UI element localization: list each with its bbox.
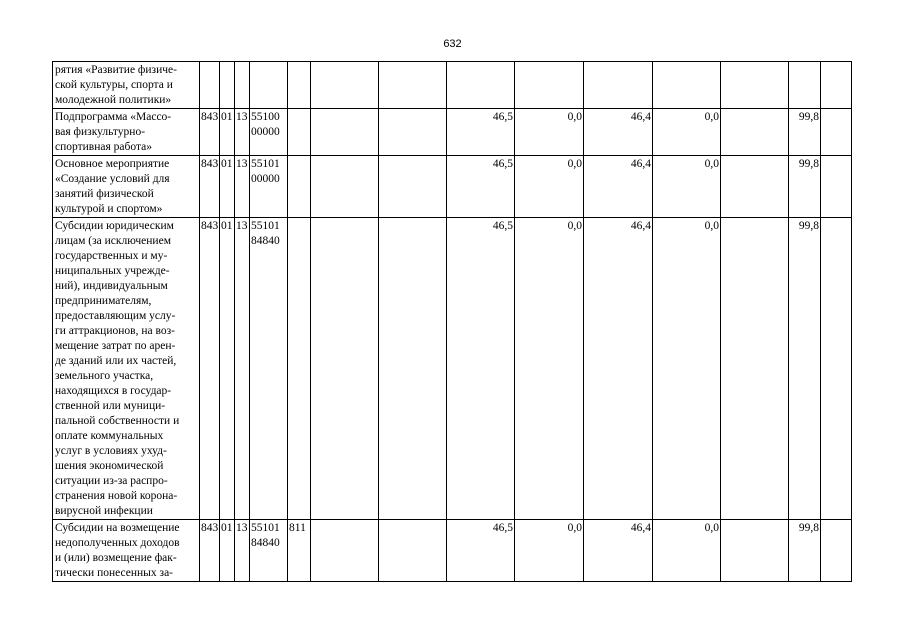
value-cell xyxy=(584,62,653,109)
budget-table xyxy=(52,61,885,582)
row-name-line: вая физкультурно- xyxy=(55,126,146,138)
value-cell: 46,4 xyxy=(584,156,653,218)
table-row xyxy=(53,520,885,582)
empty-cell xyxy=(821,62,852,109)
section-code-cell: 01 xyxy=(220,520,235,582)
row-name-line: занятий физической xyxy=(55,188,154,200)
target-article-line: 55101 xyxy=(251,522,280,534)
value-cell xyxy=(721,520,789,582)
value-cell: 46,5 xyxy=(447,109,515,156)
table-row xyxy=(53,218,885,520)
row-name-cell xyxy=(53,218,200,520)
row-name-line: «Создание условий для xyxy=(55,173,170,185)
table-body xyxy=(53,62,885,582)
value-cell xyxy=(515,62,584,109)
row-name-line: услуг в условиях ухуд- xyxy=(55,445,167,457)
empty-cell xyxy=(311,520,379,582)
table-row xyxy=(53,109,885,156)
value-cell: 46,4 xyxy=(584,218,653,520)
row-name-line: вирусной инфекции xyxy=(55,505,153,517)
empty-cell xyxy=(821,218,852,520)
row-name-cell xyxy=(53,62,200,109)
value-cell: 99,8 xyxy=(789,218,821,520)
value-cell xyxy=(721,109,789,156)
row-name-line: Субсидии на возмещение xyxy=(55,522,180,534)
value-cell: 46,5 xyxy=(447,218,515,520)
empty-cell xyxy=(311,109,379,156)
row-name-line: тически понесенных за- xyxy=(55,567,174,579)
value-cell: 46,5 xyxy=(447,520,515,582)
admin-code-cell: 843 xyxy=(200,520,220,582)
target-article-cell xyxy=(250,62,288,109)
expense-type-cell xyxy=(288,62,311,109)
target-article-line: 55101 xyxy=(251,220,280,232)
value-cell: 99,8 xyxy=(789,109,821,156)
admin-code-cell: 843 xyxy=(200,218,220,520)
row-name-line: оплате коммунальных xyxy=(55,430,164,442)
row-name-line: ситуации из-за распро- xyxy=(55,475,168,487)
empty-cell xyxy=(379,218,447,520)
section-code-cell: 01 xyxy=(220,109,235,156)
row-name-line: и (или) возмещение фак- xyxy=(55,552,177,564)
row-name-line: ственной или муници- xyxy=(55,400,166,412)
row-name-cell xyxy=(53,156,200,218)
row-name-line: мещение затрат по арен- xyxy=(55,340,176,352)
empty-cell xyxy=(821,156,852,218)
subsection-code-cell: 13 xyxy=(235,520,250,582)
row-name-line: культурой и спортом» xyxy=(55,203,163,215)
value-cell: 0,0 xyxy=(515,218,584,520)
target-article-line: 00000 xyxy=(251,126,280,138)
row-name-line: ги аттракционов, на воз- xyxy=(55,325,175,337)
row-name-line: находящихся в государ- xyxy=(55,385,172,397)
target-article-cell xyxy=(250,218,288,520)
expense-type-cell xyxy=(288,109,311,156)
empty-cell xyxy=(821,109,852,156)
row-name-line: предпринимателям, xyxy=(55,295,152,307)
value-cell: 0,0 xyxy=(653,156,721,218)
target-article-cell xyxy=(250,520,288,582)
value-cell: 99,8 xyxy=(789,156,821,218)
row-name-line: де зданий или их частей, xyxy=(55,355,177,367)
value-cell: 0,0 xyxy=(653,520,721,582)
section-code-cell: 01 xyxy=(220,156,235,218)
target-article-line: 55100 xyxy=(251,111,280,123)
row-name-line: ниципальных учрежде- xyxy=(55,265,170,277)
value-cell xyxy=(721,218,789,520)
empty-cell xyxy=(379,62,447,109)
value-cell: 0,0 xyxy=(515,520,584,582)
value-cell xyxy=(789,62,821,109)
subsection-code-cell: 13 xyxy=(235,156,250,218)
value-cell: 0,0 xyxy=(653,109,721,156)
value-cell: 0,0 xyxy=(515,156,584,218)
expense-type-cell xyxy=(288,156,311,218)
expense-type-cell xyxy=(288,218,311,520)
section-code-cell xyxy=(220,62,235,109)
row-name-line: государственных и му- xyxy=(55,250,168,262)
empty-cell xyxy=(821,520,852,582)
row-name-line: лицам (за исключением xyxy=(55,235,171,247)
row-name-line: спортивная работа» xyxy=(55,141,152,153)
row-name-line: Подпрограмма «Массо- xyxy=(55,111,172,123)
target-article-line: 55101 xyxy=(251,158,280,170)
empty-cell xyxy=(311,62,379,109)
target-article-cell xyxy=(250,156,288,218)
value-cell xyxy=(653,62,721,109)
target-article-line: 84840 xyxy=(251,537,280,549)
value-cell: 0,0 xyxy=(515,109,584,156)
row-name-line: недополученных доходов xyxy=(55,537,180,549)
row-name-line: молодежной политики» xyxy=(55,94,172,106)
empty-cell xyxy=(311,218,379,520)
admin-code-cell xyxy=(200,62,220,109)
row-name-cell xyxy=(53,520,200,582)
row-name-line: Основное мероприятие xyxy=(55,158,170,170)
value-cell xyxy=(721,62,789,109)
empty-cell xyxy=(379,520,447,582)
subsection-code-cell: 13 xyxy=(235,218,250,520)
value-cell: 99,8 xyxy=(789,520,821,582)
empty-cell xyxy=(379,109,447,156)
empty-cell xyxy=(311,156,379,218)
row-name-line: ской культуры, спорта и xyxy=(55,79,173,91)
value-cell: 0,0 xyxy=(653,218,721,520)
value-cell xyxy=(447,62,515,109)
page-number: 632 xyxy=(443,38,462,50)
row-name-cell xyxy=(53,109,200,156)
value-cell: 46,4 xyxy=(584,520,653,582)
admin-code-cell: 843 xyxy=(200,109,220,156)
row-name-line: предоставляющим услу- xyxy=(55,310,176,322)
row-name-line: Субсидии юридическим xyxy=(55,220,174,232)
row-name-line: ний), индивидуальным xyxy=(55,280,168,292)
value-cell xyxy=(721,156,789,218)
target-article-cell xyxy=(250,109,288,156)
table-row xyxy=(53,62,885,109)
value-cell: 46,5 xyxy=(447,156,515,218)
subsection-code-cell xyxy=(235,62,250,109)
value-cell: 46,4 xyxy=(584,109,653,156)
target-article-line: 84840 xyxy=(251,235,280,247)
row-name-line: земельного участка, xyxy=(55,370,154,382)
row-name-line: шения экономической xyxy=(55,460,164,472)
table-row xyxy=(53,156,885,218)
row-name-line: странения новой корона- xyxy=(55,490,178,502)
row-name-line: рятия «Развитие физиче- xyxy=(55,64,177,76)
admin-code-cell: 843 xyxy=(200,156,220,218)
expense-type-cell: 811 xyxy=(288,520,311,582)
subsection-code-cell: 13 xyxy=(235,109,250,156)
row-name-line: пальной собственности и xyxy=(55,415,180,427)
empty-cell xyxy=(379,156,447,218)
target-article-line: 00000 xyxy=(251,173,280,185)
section-code-cell: 01 xyxy=(220,218,235,520)
